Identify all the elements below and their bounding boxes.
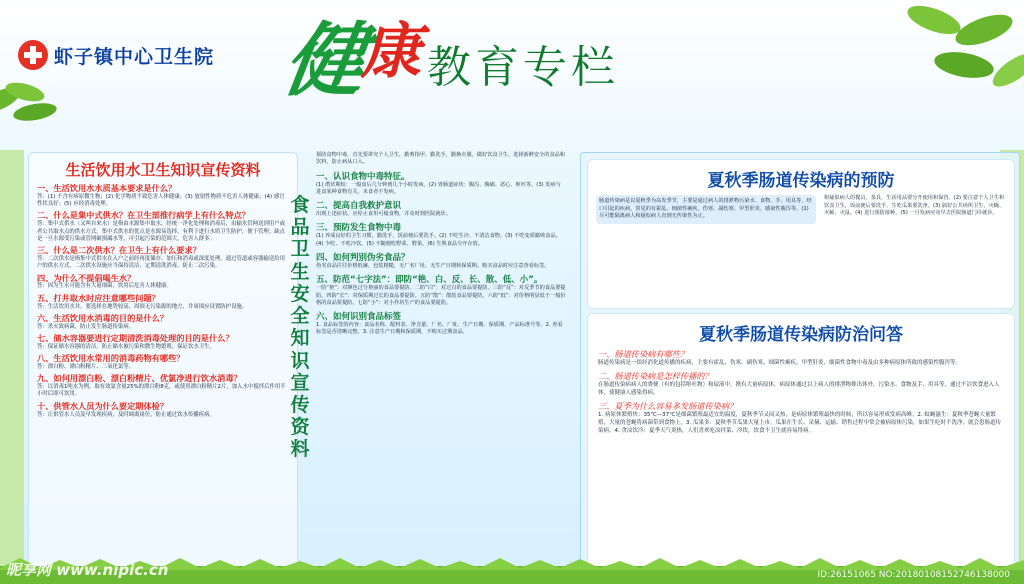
water-question: 二、什么是集中式供水？在卫生部推行病学上有什么特点？	[37, 210, 250, 221]
vertical-char: 料	[290, 438, 310, 461]
watermark-right: ID:26151065 NO:20180108152746138000	[817, 570, 1010, 580]
water-answer: 答：让供管水人员及早发现疾病，及时调离岗位，防止通过饮水传播疾病。	[37, 411, 215, 418]
water-question: 五、打井取水时应注意哪些问题？	[37, 292, 160, 303]
title-rest: 教育专栏	[427, 42, 619, 93]
qa-question: 一、肠道传染病有哪些？	[598, 349, 689, 359]
water-question: 四、为什么不提倡喝生水？	[37, 272, 136, 283]
qa-question: 二、肠道传染病是怎样传播的？	[598, 370, 713, 381]
qa-answer: 在肠道传染病病人的粪便（有的包括呕吐物）和尿液中，携有大量病原体。病原体通过以上病人的排泄物排出体外，污染水、食物及手、用具等，通过不洁饮食进入人体，使健康人感染得病。	[598, 381, 1000, 396]
food-section-text: 1. 食品标签的内容：食品名称、配料表、净含量、厂名、厂址、生产日期、保质期、产品标准号等。2. 查看标签是否清晰完整。3. 注意生产日期和保质期，不购买过期食品。	[316, 322, 563, 336]
water-question: 六、生活饮用水消毒的目的是什么？	[37, 312, 169, 323]
title-char-jian: 健	[278, 13, 372, 107]
water-answer: 答：因为生水可能含有大量细菌，饮用后危害人体健康。	[37, 283, 172, 290]
food-safety-panel	[310, 150, 572, 578]
vertical-char: 识	[290, 349, 310, 372]
qa-answer: 1. 病原体繁殖快：35℃—37℃是细菌繁殖最适宜的温度，夏秋季节又闷又热，是病原体繁殖最快的时候，所以容易形成发病高峰。2. 蚊蝇滋生：夏秋季苍蝇大量繁殖，大量的苍蝇将病菌带到食物上。3. 瓜果多：夏秋季节瓜果大量上市，瓜果在生长、采摘、运输、销售过程中常会被病原体污染，如果生吃时不洗净，就会患肠道传染病。4. 贪凉饮冷：夏季天气炎热，人们喜欢吃凉拌菜、冷饮，饮食不卫生就容易得病。	[598, 411, 1002, 434]
qa-box	[587, 313, 1015, 571]
water-answer: 答：以消毒1吨水为例，取有效氯含量25%的漂白粉8克，或使用漂白粉精片2片，加入水中搅拌后作用半小时后即可饮用。	[37, 384, 286, 398]
water-qa-list	[37, 184, 289, 419]
food-section-text: (1) 养成良好的卫生习惯，勤洗手，饭前便后要洗手。(2) 不吃生冷、不清洁食物。(3) 不吃变质腐败食品。(4) 少吃、不吃冷饮。(5) 不随便吃野菜、野果。(6) 生熟食品分开存放。	[316, 233, 561, 247]
water-answer: 答：生活饮用水井，要选择在地势较高、周围无污染源的地方，井周围应设置防护设施。	[37, 303, 248, 310]
prevention-text-right: 和疑似病人的餐具、茶具、生活用品要分开使用和保管。(2) 要注意个人卫生和饮食卫生，饭前便后要洗手，生吃瓜果要洗净。(3) 搞好公共场所卫生，灭蝇、灭蟑、灭鼠。(4) 进行预防接种。(5) 一旦发病应及早去医院肠道门诊就诊。	[824, 195, 1005, 217]
intestinal-disease-panel	[580, 152, 1020, 576]
prevention-title: 夏秋季肠道传染病的预防	[707, 171, 895, 191]
food-section-heading: 六、如何识别食品标签	[316, 312, 402, 323]
hospital-logo-group	[18, 40, 214, 70]
water-answer: 答：漂白粉、漂白粉精片、二氧化氯等。	[37, 364, 135, 371]
vertical-char: 资	[290, 416, 310, 439]
water-answer: 答：(1) 不含有病原微生物；(2) 化学物质不致危害人体健康；(3) 放射性物质不危害人体健康；(4) 感官性状良好；(5) 应经消毒处理。	[37, 193, 285, 208]
water-answer: 答：保证储水容器的清洁，防止储水被污染和微生物繁殖，保证饮水卫生。	[37, 343, 215, 350]
vertical-char: 全	[290, 305, 310, 328]
vertical-char: 知	[290, 327, 310, 350]
vertical-char: 安	[290, 282, 310, 305]
food-section-heading: 二、提高自我救护意识	[316, 201, 402, 212]
food-section-text: 出现上述症状，应停止食用可疑食物，并及时到医院就诊。	[316, 211, 451, 218]
left-green-rail	[0, 150, 24, 580]
red-cross-icon	[18, 40, 48, 70]
water-answer: 答：集中式供水（又叫自来水）是指由水源集中取水，经统一净化处理和消毒后，由输水管网送到用户或者公共取水点的供水方式。集中式供水的优点是水源易选择，有利于进行水质卫生防护，便于管理；缺点是一旦水源受污染或管网破损漏水等，可引起污染的范围大，危害人群多。	[37, 221, 285, 242]
food-section-text: 伪劣食品往往价格低廉，包装粗糙，无厂名厂址，无生产日期和保质期。购买食品时应注意查看标签。	[316, 262, 550, 269]
food-intro: 预防食物中毒，首先要讲究个人卫生，勤剪指甲，勤洗手，勤换衣服，做好饮食卫生，选择新鲜安全的食品和饮料，防止病从口入。	[316, 152, 566, 166]
food-section-text: (1) 潜伏期短：一般食后几分钟到几个小时发病。(2) 胃肠道症状：腹泻、腹痛、恶心、呕吐等。(3) 发病与进食某种食物有关，未食者不发病。	[316, 181, 561, 195]
water-question: 七、储水容器要进行定期清洗消毒处理的目的是什么？	[37, 333, 234, 344]
water-question: 九、如何用漂白粉、漂白粉精片、优氯净进行饮水消毒？	[37, 373, 242, 384]
vertical-char: 生	[290, 260, 310, 283]
water-question: 十、供管水人员为什么要定期体检？	[37, 400, 169, 411]
water-question: 八、生活饮用水常用的消毒药物有哪些？	[37, 353, 185, 364]
water-panel-title: 生活饮用水卫生知识宣传资料	[65, 161, 261, 179]
hospital-name: 虾子镇中心卫生院	[54, 45, 215, 68]
leaf-cluster-left	[0, 70, 70, 130]
leaf-cluster-right	[894, 0, 1024, 95]
vertical-char: 宣	[290, 371, 310, 394]
qa-title: 夏秋季肠道传染病防治问答	[699, 325, 903, 345]
header	[0, 0, 1024, 150]
qa-question: 三、夏季为什么容易多发肠道传染病？	[598, 400, 738, 411]
water-question: 一、生活饮用水水质基本要求是什么？	[37, 183, 177, 193]
prevention-text-left: 肠道传染病是以夏秋季为高发季节，主要是通过病人的排泄物污染水、食物、手、用具等，经口引起的疾病。常见的有霍乱、细菌性痢疾、伤寒、副伤寒、甲型肝炎、感染性腹泻等。(1) 尽可能隔离病人和疑似病人直到无传染性为止。	[596, 195, 816, 224]
watermark-left: 昵享网 www.nipic.cn	[6, 561, 169, 579]
water-answer: 答：二次供水是指集中式供水在入户之前经再度储存、加压和消毒或深度处理，通过管道或容器输送给用户的供水方式。二次供水设施应当保持清洁，定期清洗消毒，防止二次污染。	[37, 256, 285, 270]
food-section-heading: 三、预防发生食物中毒	[316, 223, 402, 234]
prevention-box	[587, 159, 1015, 309]
page-title	[278, 13, 619, 107]
food-section-text: 一防“艳”：对颜色过分艳丽的食品要提防。二防“白”：对过白的食品要提防。三防“反”：对反季节的食品要提防。四防“长”：对保质期过长的食品要提防。五防“散”：散装食品要提防。六防“低”：对价格明显低于一般价格的食品要提防。七防“小”：对小作坊生产的食品要提防。	[316, 285, 566, 306]
food-section-heading: 五、防范“七字法”：即防“艳、白、反、长、散、低、小”。	[316, 275, 543, 286]
vertical-char: 卫	[290, 238, 310, 261]
food-safety-vertical-title	[288, 194, 312, 461]
qa-answer: 肠道传染病是一组经消化道传播的疾病，主要有霍乱、伤寒、副伤寒、细菌性痢疾、甲型肝炎、细菌性食物中毒及由多种病原体所致的感染性腹泻等。	[598, 360, 962, 366]
water-safety-panel	[28, 152, 298, 574]
title-char-kang: 康	[361, 17, 421, 87]
water-question: 三、什么是二次供水？在卫生上有什么要求？	[37, 245, 201, 256]
vertical-char: 品	[290, 216, 310, 239]
food-section-heading: 四、如何判别伪劣食品？	[316, 252, 410, 263]
water-answer: 答：杀灭致病菌，防止发生肠道传染病。	[37, 323, 135, 330]
vertical-char: 食	[290, 194, 310, 216]
vertical-char: 传	[290, 393, 310, 416]
food-section-heading: 一、认识食物中毒特征。	[316, 171, 410, 182]
